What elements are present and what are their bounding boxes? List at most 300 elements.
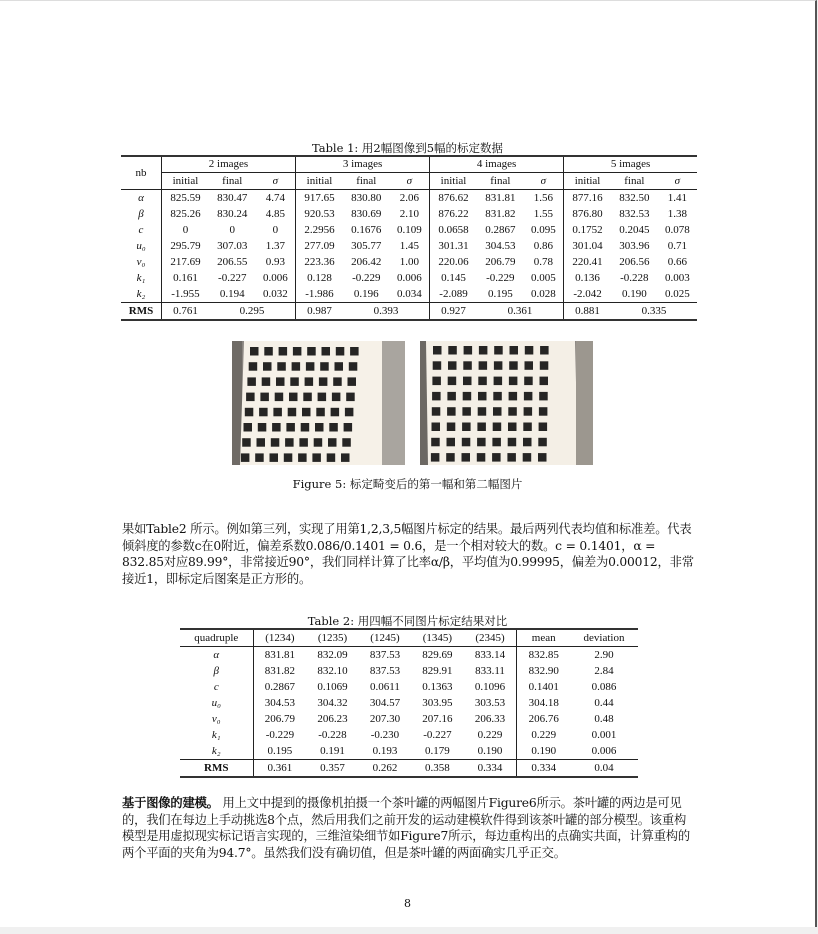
table2-rms-cell: 0.04: [570, 760, 638, 778]
calibration-square: [276, 377, 285, 386]
table2-row: [180, 743, 638, 760]
table1-cell: 1.41: [667, 191, 687, 204]
table2-cell: 2.90: [594, 648, 614, 661]
calibration-square: [508, 438, 517, 447]
table1-cell: 206.79: [485, 255, 516, 268]
section-heading: 基于图像的建模。: [122, 795, 219, 810]
table1-subheader: final: [209, 173, 256, 190]
table1-cell: 0.194: [219, 287, 245, 300]
calibration-square: [540, 361, 549, 370]
calibration-square: [318, 393, 327, 402]
table1-cell: 2.10: [399, 207, 419, 220]
table1-cell: 0.93: [265, 255, 285, 268]
table1-cell: 0.136: [564, 270, 611, 286]
table2-cell: 0.190: [477, 744, 503, 757]
table1-cell: 0.005: [531, 271, 556, 284]
calibration-square: [477, 423, 486, 432]
table2: [180, 628, 638, 778]
calibration-square: [288, 408, 297, 417]
calibration-square: [446, 453, 455, 462]
table1-cell: 1.56: [533, 191, 554, 204]
table1-cell: 877.16: [564, 190, 611, 207]
table1-subheader: initial: [430, 173, 477, 190]
table1-subheader: σ: [658, 173, 697, 190]
table1-cell: 831.82: [485, 207, 516, 220]
table2-cell: 829.91: [422, 664, 453, 677]
table2-cell: -0.230: [370, 728, 400, 741]
table1-cell: 0.028: [531, 287, 556, 300]
calibration-square: [331, 408, 340, 417]
table2-cell: 833.14: [474, 648, 506, 661]
table1-cell: 876.22: [430, 206, 477, 222]
calibration-square: [284, 453, 293, 462]
calibration-square: [492, 438, 501, 447]
table2-cell: 832.85: [517, 647, 570, 664]
table1-subheader: final: [477, 173, 524, 190]
calibration-square: [299, 438, 308, 447]
table1-rms-cell: 0.335: [611, 303, 697, 321]
table1-cell: 0.025: [664, 287, 690, 300]
calibration-square: [432, 377, 441, 386]
table1-cell: 0.1676: [351, 223, 382, 236]
table2-cell: 829.69: [422, 648, 453, 661]
calibration-square: [463, 377, 472, 386]
calibration-square: [301, 423, 310, 432]
table1-row-header: nb: [121, 156, 162, 190]
table2-rms-cell: 0.262: [359, 760, 411, 778]
calibration-pattern-photo-1: [232, 341, 405, 465]
table2-cell: 206.33: [474, 712, 506, 725]
table2-cell: 304.18: [517, 695, 570, 711]
table1-cell: 0.195: [487, 287, 513, 300]
calibration-square: [462, 407, 471, 416]
table1-cell: 2.06: [399, 191, 419, 204]
calibration-square: [448, 361, 457, 370]
table1-cell: 220.06: [430, 254, 477, 270]
calibration-square: [292, 362, 301, 371]
table1-rms-cell: 0.361: [477, 303, 564, 321]
table1-cell: 2.2956: [296, 222, 343, 238]
rms-label: RMS: [180, 760, 253, 778]
table1-caption: Table 1: 用2幅图像到5幅的标定数据: [311, 141, 504, 155]
calibration-square: [477, 453, 486, 462]
table1-cell: 0: [272, 223, 279, 236]
param-label: α: [138, 191, 144, 204]
table2-cell: 0.195: [253, 743, 306, 760]
table1-cell: -0.227: [218, 271, 247, 284]
calibration-square: [539, 423, 548, 432]
calibration-square: [492, 453, 501, 462]
table2-cell: -0.227: [423, 728, 452, 741]
calibration-square: [307, 347, 316, 356]
table1-cell: 0.0658: [430, 222, 477, 238]
calibration-square: [241, 453, 250, 462]
calibration-square: [305, 377, 314, 386]
calibration-square: [447, 423, 456, 432]
calibration-square: [306, 362, 315, 371]
calibration-pattern-photo-2: [420, 341, 593, 465]
calibration-square: [462, 453, 471, 462]
calibration-square: [447, 392, 456, 401]
table2-cell: 2.84: [594, 664, 614, 677]
table2-cell: 0.190: [517, 743, 570, 760]
table1-cell: 206.42: [351, 255, 382, 268]
calibration-square: [494, 361, 503, 370]
param-label: v₀: [136, 255, 146, 268]
table2-cell: 831.82: [253, 663, 306, 679]
table2-caption: Table 2: 用四幅不同图片标定结果对比: [307, 614, 508, 628]
calibration-square: [447, 438, 456, 447]
calibration-square: [349, 362, 358, 371]
table2-cell: 303.53: [474, 696, 506, 709]
param-label: k₂: [211, 744, 221, 757]
table2-cell: 303.95: [422, 696, 453, 709]
calibration-square: [433, 346, 442, 355]
param-label: β: [138, 207, 144, 220]
table1-group-header: 4 images: [430, 156, 564, 173]
calibration-square: [275, 393, 284, 402]
calibration-square: [322, 347, 331, 356]
table2-row: [180, 679, 638, 695]
calibration-square: [433, 361, 442, 370]
table1-cell: 1.55: [533, 207, 554, 220]
calibration-square: [329, 423, 338, 432]
calibration-square: [493, 423, 502, 432]
table1-subheader: σ: [524, 173, 564, 190]
table1-cell: 0.145: [430, 270, 477, 286]
table2-cell: 0.0611: [370, 680, 400, 693]
table1-cell: 303.96: [619, 239, 650, 252]
calibration-square: [494, 346, 503, 355]
table2-header: (1234): [253, 629, 306, 647]
param-label: u₀: [136, 239, 146, 252]
table1-cell: 0.2867: [485, 223, 516, 236]
table2-header: (2345): [464, 629, 517, 647]
table2-cell: 0.2867: [253, 679, 306, 695]
table2-cell: 0.229: [517, 727, 570, 743]
table2-row: [180, 647, 638, 664]
calibration-square: [448, 377, 457, 386]
table1-cell: 0.078: [664, 223, 690, 236]
photo-edge: [382, 341, 405, 465]
calibration-square: [263, 362, 272, 371]
table1-cell: 830.80: [351, 191, 382, 204]
table1-cell: 0.1752: [564, 222, 611, 238]
calibration-square: [302, 408, 311, 417]
calibration-square: [510, 346, 519, 355]
calibration-square: [462, 423, 471, 432]
table1-cell: -1.955: [162, 286, 209, 303]
calibration-square: [315, 423, 324, 432]
calibration-square: [463, 392, 472, 401]
calibration-square: [524, 377, 533, 386]
table2-cell: 0.1363: [422, 680, 453, 693]
table1: [121, 155, 697, 321]
table2-cell: 0.086: [591, 680, 617, 693]
calibration-square: [293, 347, 302, 356]
calibration-square: [508, 423, 517, 432]
param-label: β: [213, 664, 220, 677]
calibration-square: [348, 377, 357, 386]
table2-header: (1245): [359, 629, 411, 647]
table1-cell: 830.47: [217, 191, 248, 204]
table2-cell: 0.229: [477, 728, 503, 741]
table1-cell: 0.196: [353, 287, 379, 300]
calibration-square: [493, 407, 502, 416]
table1-subheader: σ: [390, 173, 430, 190]
table1-cell: -0.229: [486, 271, 515, 284]
param-label: c: [213, 680, 219, 693]
param-label: k₁: [136, 271, 146, 284]
table1-group-header: 5 images: [564, 156, 697, 173]
table2-cell: 0.1096: [474, 680, 506, 693]
calibration-square: [312, 453, 321, 462]
table1-row: [121, 270, 697, 286]
table2-cell: -0.228: [318, 728, 347, 741]
calibration-square: [346, 393, 355, 402]
table1-cell: 830.24: [217, 207, 248, 220]
calibration-square: [523, 453, 532, 462]
table2-cell: 0.1069: [317, 680, 348, 693]
table2-header: deviation: [570, 629, 638, 647]
table1-cell: 206.55: [217, 255, 248, 268]
calibration-square: [245, 408, 254, 417]
calibration-square: [540, 346, 549, 355]
table2-rms-row: [180, 760, 638, 778]
table2-cell: 0.193: [372, 744, 398, 757]
table1-cell: 304.53: [485, 239, 516, 252]
table2-rms-cell: 0.334: [517, 760, 570, 778]
table1-cell: 830.69: [351, 207, 382, 220]
table1-cell: 0.034: [396, 287, 422, 300]
calibration-square: [524, 407, 533, 416]
calibration-square: [246, 393, 255, 402]
table2-cell: 206.76: [517, 711, 570, 727]
table1-cell: 307.03: [217, 239, 248, 252]
modeling-section: [122, 795, 696, 861]
table1-cell: 0.86: [533, 239, 554, 252]
calibration-square: [257, 438, 266, 447]
table1-row: [121, 206, 697, 222]
table1-subheader: initial: [296, 173, 343, 190]
table2-cell: 304.53: [253, 695, 306, 711]
calibration-square: [478, 392, 487, 401]
table2-row: [180, 663, 638, 679]
rms-label: RMS: [121, 303, 162, 321]
table1-cell: 0.161: [162, 270, 209, 286]
table1-cell: 0.006: [262, 271, 288, 284]
calibration-square: [509, 392, 517, 401]
table2-cell: 0.006: [591, 744, 617, 757]
table1-group-header: 3 images: [296, 156, 430, 173]
table1-cell: 917.65: [296, 190, 343, 207]
calibration-square: [538, 438, 547, 447]
table1-row: [121, 286, 697, 303]
photo-edge: [232, 341, 242, 465]
calibration-sheet: [426, 341, 578, 465]
table1-subheader: final: [343, 173, 390, 190]
calibration-square: [431, 453, 440, 462]
table2-header: (1345): [411, 629, 463, 647]
table1-cell: 305.77: [351, 239, 382, 252]
calibration-square: [493, 392, 502, 401]
calibration-square: [478, 377, 487, 386]
table1-subheader: final: [611, 173, 658, 190]
calibration-square: [345, 408, 354, 417]
table1-cell: 876.62: [430, 190, 477, 207]
calibration-square: [477, 438, 486, 447]
table2-cell: 0.179: [425, 744, 450, 757]
calibration-square: [539, 407, 548, 416]
table2-cell: 832.09: [317, 648, 348, 661]
table2-cell: 304.57: [369, 696, 401, 709]
table1-cell: 0.032: [262, 287, 288, 300]
table2-rms-cell: 0.361: [253, 760, 306, 778]
table1-cell: 825.59: [162, 190, 209, 207]
table1-cell: 831.81: [485, 191, 516, 204]
table1-cell: 4.74: [265, 191, 285, 204]
calibration-square: [478, 407, 487, 416]
table1-cell: 1.37: [265, 239, 285, 252]
calibration-square: [539, 392, 548, 401]
calibration-square: [279, 347, 288, 356]
table1-row: [121, 222, 697, 238]
calibration-square: [264, 347, 273, 356]
calibration-square: [432, 407, 441, 416]
table1-cell: 920.53: [296, 206, 343, 222]
calibration-square: [540, 377, 549, 386]
calibration-square: [303, 393, 312, 402]
calibration-square: [448, 346, 457, 355]
calibration-square: [463, 361, 472, 370]
calibration-square: [259, 408, 268, 417]
table1-cell: 0.66: [667, 255, 687, 268]
table1-cell: 1.00: [399, 255, 419, 268]
table2-rms-cell: 0.357: [306, 760, 358, 778]
calibration-square: [273, 408, 282, 417]
table1-rms-cell: 0.393: [343, 303, 430, 321]
calibration-square: [328, 438, 337, 447]
calibration-square: [432, 392, 441, 401]
results-paragraph: 果如Table2 所示。例如第三列，实现了用第1,2,3,5幅图片标定的结果。最后两列代表均值和标准差。代表倾斜度的参数c在0附近，偏差系数0.086/0.1401 = 0.6，是一个相对较大的数。c = 0.1401，α = 832.85对应89.99°，非常接近90°，我们同样计算了比率α/β，平均值为0.99995，偏差为0.00012，非常接近1，即标定后图案是正方形的。: [122, 522, 694, 586]
table1-cell: 0: [229, 223, 236, 236]
calibration-square: [290, 377, 299, 386]
table1-cell: -1.986: [296, 286, 343, 303]
table2-row: [180, 727, 638, 743]
table1-cell: -0.228: [620, 271, 649, 284]
table2-cell: 0.191: [320, 744, 345, 757]
table1-cell: 223.36: [296, 254, 343, 270]
calibration-square: [447, 407, 456, 416]
calibration-square: [258, 423, 267, 432]
calibration-square: [319, 377, 328, 386]
table1-cell: -2.042: [564, 286, 611, 303]
param-label: k₁: [211, 728, 221, 741]
table1-cell: 0.128: [296, 270, 343, 286]
table1-cell: 0.78: [533, 255, 554, 268]
table1-cell: 0: [162, 222, 209, 238]
table1-cell: 0.2045: [619, 223, 650, 236]
calibration-square: [335, 362, 344, 371]
table1-cell: 832.53: [619, 207, 650, 220]
calibration-square: [341, 453, 350, 462]
calibration-square: [525, 346, 534, 355]
table1-cell: 0.003: [664, 271, 690, 284]
table1-subheader: initial: [564, 173, 611, 190]
calibration-square: [523, 423, 532, 432]
param-label: k₂: [136, 287, 146, 300]
table1-cell: 301.31: [430, 238, 477, 254]
page-number: 8: [404, 897, 411, 910]
calibration-square: [538, 453, 547, 462]
calibration-square: [242, 438, 251, 447]
calibration-square: [271, 438, 280, 447]
table1-rms-cell: 0.881: [564, 303, 611, 321]
calibration-square: [262, 377, 271, 386]
calibration-square: [342, 438, 351, 447]
table1-cell: 825.26: [162, 206, 209, 222]
table1-cell: 832.50: [619, 191, 650, 204]
calibration-square: [255, 453, 264, 462]
calibration-square: [270, 453, 279, 462]
calibration-square: [479, 346, 488, 355]
table1-cell: -2.089: [430, 286, 477, 303]
table1-rms-cell: 0.927: [430, 303, 477, 321]
table2-cell: 206.79: [253, 711, 306, 727]
table2-header: quadruple: [180, 629, 253, 647]
table2-header: mean: [517, 629, 570, 647]
table2-cell: 207.16: [422, 712, 453, 725]
table2-cell: 837.53: [369, 664, 401, 677]
table1-row: [121, 254, 697, 270]
calibration-square: [509, 361, 518, 370]
table2-cell: 837.53: [369, 648, 401, 661]
table1-rms-cell: 0.987: [296, 303, 343, 321]
table2-cell: -0.229: [253, 727, 306, 743]
table1-cell: 277.09: [296, 238, 343, 254]
table2-cell: 207.30: [369, 712, 401, 725]
table1-cell: 0.006: [396, 271, 422, 284]
photo-edge: [576, 341, 593, 465]
param-label: v₀: [211, 712, 221, 725]
table1-cell: 1.38: [667, 207, 687, 220]
table1-cell: 206.56: [619, 255, 650, 268]
table1-rms-cell: 0.761: [162, 303, 209, 321]
table2-row: [180, 711, 638, 727]
table2-row: [180, 695, 638, 711]
table1-row: [121, 238, 697, 254]
table1-cell: -0.229: [352, 271, 381, 284]
calibration-square: [260, 393, 269, 402]
calibration-square: [509, 377, 518, 386]
calibration-square: [285, 438, 294, 447]
table1-cell: 0.190: [621, 287, 647, 300]
table1-cell: 876.80: [564, 206, 611, 222]
table1-cell: 0.71: [667, 239, 687, 252]
table2-cell: 0.1401: [517, 679, 570, 695]
calibration-square: [524, 392, 533, 401]
calibration-square: [336, 347, 345, 356]
table1-row: [121, 190, 697, 207]
table1-cell: 1.45: [399, 239, 419, 252]
calibration-square: [508, 407, 517, 416]
table2-cell: 206.23: [317, 712, 348, 725]
param-label: α: [213, 648, 220, 661]
calibration-square: [507, 453, 516, 462]
table1-rms-row: [121, 303, 697, 321]
table1-subheader: σ: [256, 173, 296, 190]
table2-rms-cell: 0.334: [464, 760, 517, 778]
